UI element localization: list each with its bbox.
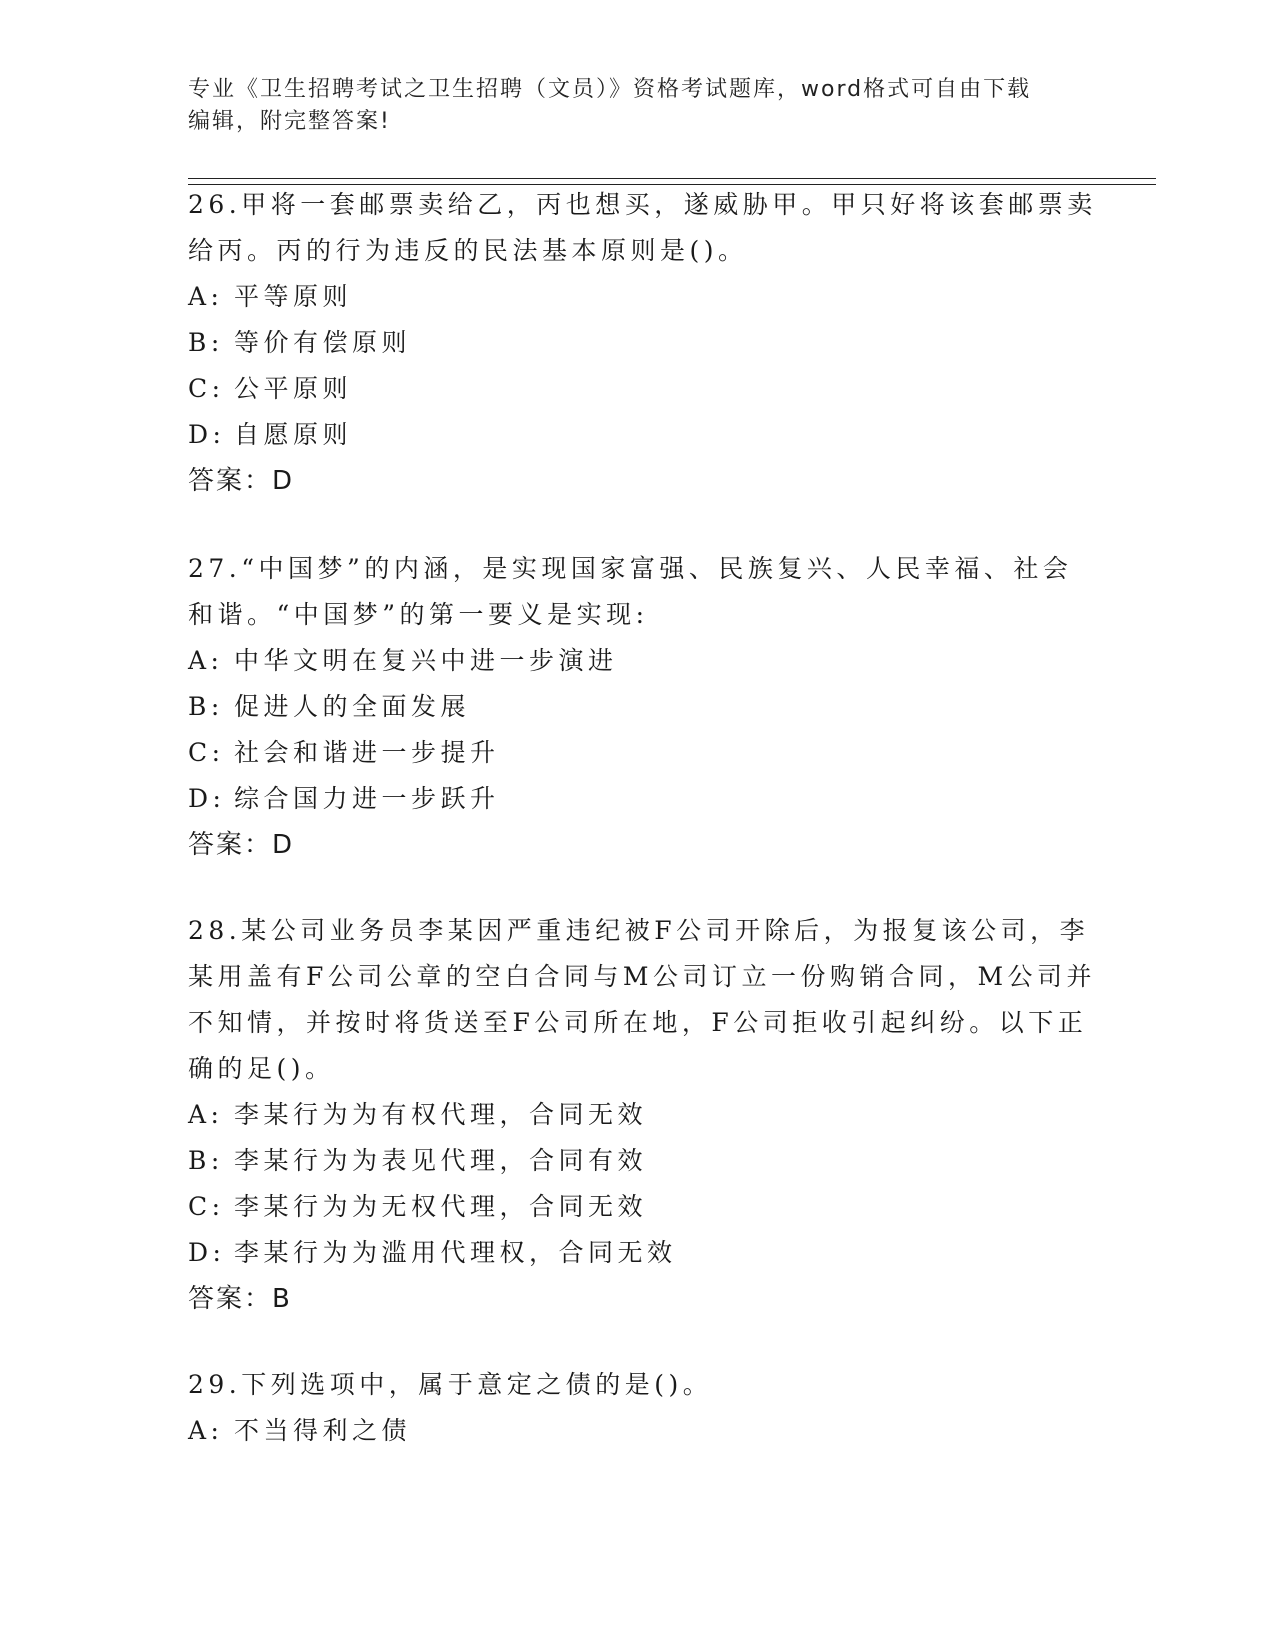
question-text-line: 27.“中国梦”的内涵，是实现国家富强、民族复兴、人民幸福、社会 xyxy=(188,554,1073,583)
header-line-2: 编辑，附完整答案! xyxy=(188,109,391,134)
option-a xyxy=(188,1408,1088,1454)
option-key: A: xyxy=(188,282,224,311)
option-text: 社会和谐进一步提升 xyxy=(234,738,500,767)
option-text: 李某行为为滥用代理权，合同无效 xyxy=(234,1238,677,1267)
answer-label: 答案：B xyxy=(188,1284,292,1314)
option-text: 公平原则 xyxy=(234,374,353,403)
option-key: C: xyxy=(188,374,225,403)
option-d xyxy=(188,1230,1088,1276)
question-28 xyxy=(188,908,1097,1322)
option-key: B: xyxy=(188,1146,224,1175)
answer-label: 答案：D xyxy=(188,830,295,860)
option-key: B: xyxy=(188,692,224,721)
option-text: 自愿原则 xyxy=(234,420,353,449)
option-c xyxy=(188,730,1088,776)
question-text-line: 确的足()。 xyxy=(188,1054,335,1083)
option-text: 促进人的全面发展 xyxy=(234,692,471,721)
option-text: 综合国力进一步跃升 xyxy=(234,784,500,813)
question-text-line: 不知情，并按时将货送至F公司所在地，F公司拒收引起纠纷。以下正 xyxy=(188,1008,1088,1037)
option-b xyxy=(188,1138,1088,1184)
option-key: D: xyxy=(188,420,226,449)
option-d xyxy=(188,776,1088,822)
option-c xyxy=(188,366,1088,412)
option-a xyxy=(188,638,1088,684)
option-key: B: xyxy=(188,328,224,357)
option-key: C: xyxy=(188,1192,225,1221)
option-text: 李某行为为无权代理，合同无效 xyxy=(234,1192,648,1221)
question-text-line: 某用盖有F公司公章的空白合同与M公司订立一份购销合同，M公司并 xyxy=(188,962,1097,991)
question-text-line: 和谐。“中国梦”的第一要义是实现: xyxy=(188,600,649,629)
option-text: 中华文明在复兴中进一步演进 xyxy=(234,646,618,675)
option-key: C: xyxy=(188,738,225,767)
question-text-line: 给丙。丙的行为违反的民法基本原则是()。 xyxy=(188,236,748,265)
document-header xyxy=(188,74,1088,138)
question-text-line: 28.某公司业务员李某因严重违纪被F公司开除后，为报复该公司，李 xyxy=(188,916,1090,945)
option-b xyxy=(188,320,1088,366)
option-text: 平等原则 xyxy=(234,282,353,311)
question-text-line: 26.甲将一套邮票卖给乙，丙也想买，遂威胁甲。甲只好将该套邮票卖 xyxy=(188,190,1097,219)
question-29 xyxy=(188,1362,1088,1454)
question-text-line: 29.下列选项中，属于意定之债的是()。 xyxy=(188,1370,713,1399)
header-line-1: 专业《卫生招聘考试之卫生招聘（文员）》资格考试题库，word格式可自由下载 xyxy=(188,77,1032,102)
option-text: 李某行为为有权代理，合同无效 xyxy=(234,1100,648,1129)
option-key: D: xyxy=(188,1238,226,1267)
option-key: D: xyxy=(188,784,226,813)
option-d xyxy=(188,412,1088,458)
answer-label: 答案：D xyxy=(188,466,295,496)
option-b xyxy=(188,684,1088,730)
option-a xyxy=(188,274,1088,320)
option-c xyxy=(188,1184,1088,1230)
option-text: 等价有偿原则 xyxy=(234,328,412,357)
option-text: 李某行为为表见代理，合同有效 xyxy=(234,1146,648,1175)
option-a xyxy=(188,1092,1088,1138)
option-key: A: xyxy=(188,1416,224,1445)
option-key: A: xyxy=(188,646,224,675)
question-26 xyxy=(188,182,1097,504)
option-text: 不当得利之债 xyxy=(234,1416,412,1445)
option-key: A: xyxy=(188,1100,224,1129)
question-27 xyxy=(188,546,1088,868)
